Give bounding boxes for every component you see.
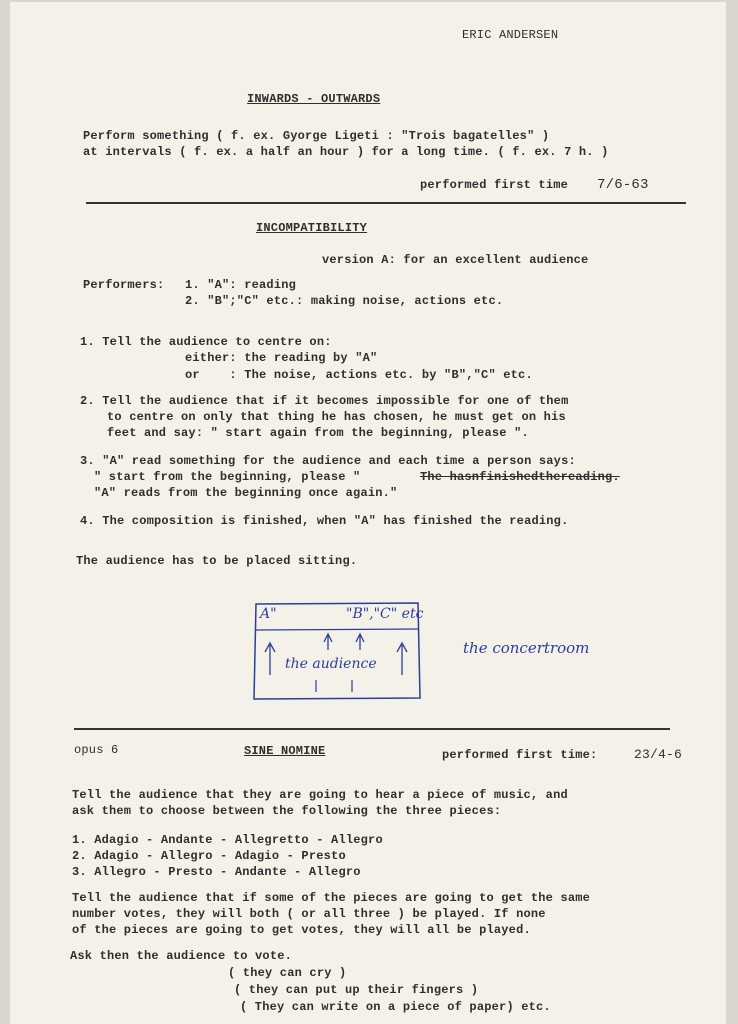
step-1-line-3: or : The noise, actions etc. by "B","C" etc. (185, 368, 533, 382)
incompat-title: INCOMPATIBILITY (256, 221, 368, 235)
incompat-version: version A: for an excellent audience (322, 253, 589, 267)
step-1-line-1: 1. Tell the audience to centre on: (80, 335, 332, 349)
step-3-struck-text: The hasnfinishedthereading. (420, 470, 620, 484)
step-3-line-2: " start from the beginning, please " (94, 470, 361, 484)
document-page (10, 2, 726, 1024)
section-divider-1 (86, 202, 686, 204)
vote-option-2: ( they can put up their fingers ) (234, 983, 479, 997)
sine-rule-1: Tell the audience that if some of the pieces are going to get the same (72, 891, 591, 905)
sketch-label-bc: "B","C" etc (346, 606, 424, 622)
inwards-title: INWARDS - OUTWARDS (247, 92, 381, 106)
section-divider-2 (74, 728, 670, 730)
sketch-label-audience: the audience (285, 656, 377, 672)
sine-intro-1: Tell the audience that they are going to hear a piece of music, and (72, 788, 568, 802)
sine-title: SINE NOMINE (244, 744, 326, 758)
sine-performed-label: performed first time: (442, 748, 598, 762)
performer-2: 2. "B";"C" etc.: making noise, actions etc. (185, 294, 504, 308)
step-3-line-3: "A" reads from the beginning once again." (94, 486, 398, 500)
step-2-line-3: feet and say: " start again from the beginning, please ". (107, 426, 529, 440)
step-4: 4. The composition is finished, when "A" has finished the reading. (80, 514, 569, 528)
sine-performed-date: 23/4-6 (634, 747, 683, 762)
step-1-line-2: either: the reading by "A" (185, 351, 378, 365)
vote-option-1: ( they can cry ) (228, 966, 347, 980)
opus-number: opus 6 (74, 743, 119, 757)
inwards-line-1: Perform something ( f. ex. Gyorge Ligeti : "Trois bagatelles" ) (83, 129, 550, 143)
sine-rule-3: of the pieces are going to get votes, they will all be played. (72, 923, 531, 937)
vote-instruction: Ask then the audience to vote. (70, 949, 293, 963)
sketch-label-a: A" (260, 606, 277, 622)
sine-intro-2: ask them to choose between the following the three pieces: (72, 804, 502, 818)
performers-label: Performers: (83, 278, 165, 292)
piece-3: 3. Allegro - Presto - Andante - Allegro (72, 865, 361, 879)
vote-option-3: ( They can write on a piece of paper) etc. (240, 1000, 551, 1014)
inwards-line-2: at intervals ( f. ex. a half an hour ) for a long time. ( f. ex. 7 h. ) (83, 145, 609, 159)
inwards-performed-label: performed first time (420, 178, 569, 192)
step-3-line-1: 3. "A" read something for the audience and each time a person says: (80, 454, 576, 468)
piece-2: 2. Adagio - Allegro - Adagio - Presto (72, 849, 346, 863)
step-2-line-2: to centre on only that thing he has chosen, he must get on his (107, 410, 566, 424)
performer-1: 1. "A": reading (185, 278, 297, 292)
inwards-performed-date: 7/6-63 (597, 177, 649, 193)
seating-note: The audience has to be placed sitting. (76, 554, 358, 568)
sketch-caption: the concertroom (463, 639, 590, 657)
author-name: ERIC ANDERSEN (462, 28, 559, 42)
step-2-line-1: 2. Tell the audience that if it becomes impossible for one of them (80, 394, 569, 408)
piece-1: 1. Adagio - Andante - Allegretto - Allegro (72, 833, 383, 847)
sine-rule-2: number votes, they will both ( or all three ) be played. If none (72, 907, 546, 921)
